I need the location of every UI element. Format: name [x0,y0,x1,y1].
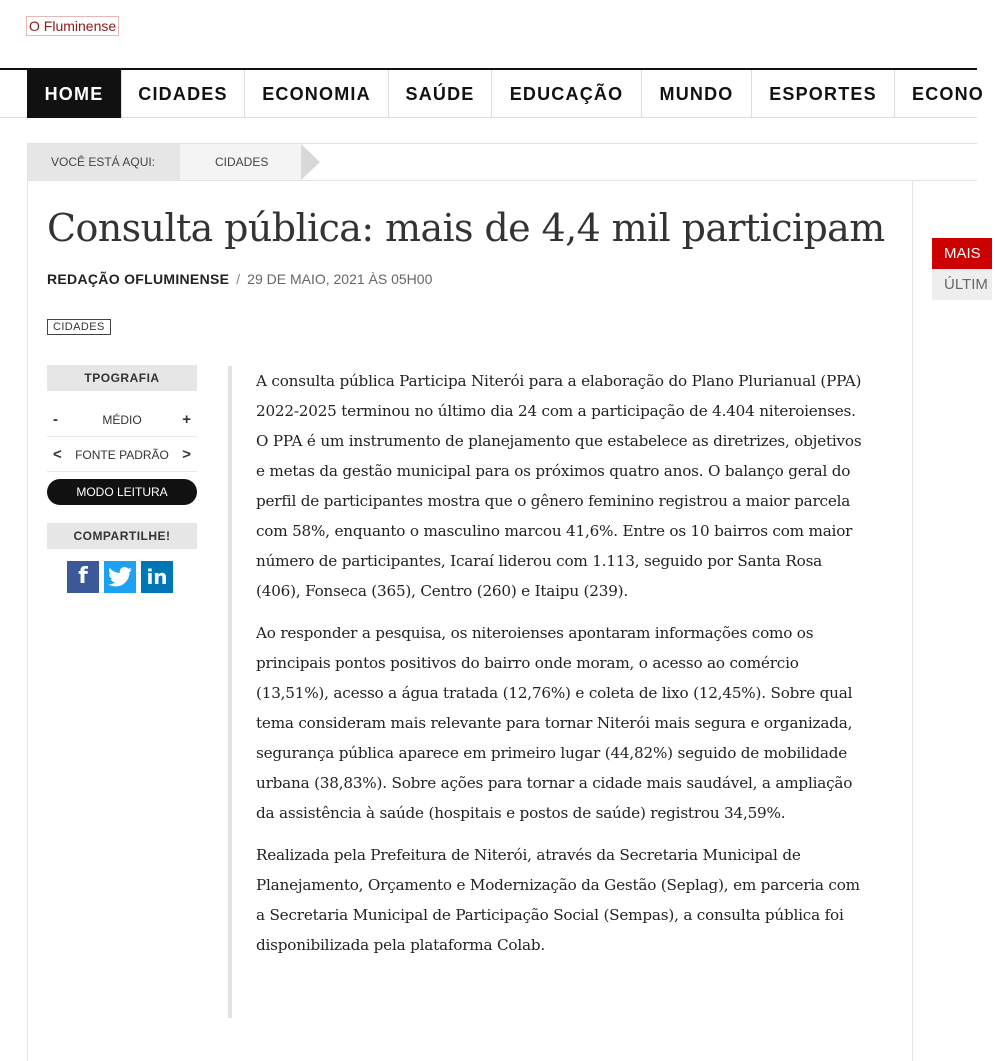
sidebar-tab-most-read[interactable]: MAIS [932,238,992,269]
breadcrumb [27,143,977,181]
nav-cidades[interactable]: CIDADES [122,70,245,118]
article-tag[interactable]: CIDADES [47,319,111,335]
breadcrumb-prefix: VOCÊ ESTÁ AQUI: [28,144,180,180]
font-family-control [47,438,197,472]
decrease-size-button[interactable]: - [53,411,58,428]
article-paragraph: Realizada pela Prefeitura de Niterói, através da Secretaria Municipal de Planejamento, Orçamento e Modernização da Gestão (Seplag), em parceria com a Secretaria Municipal de Participação Social (Sempas), a consulta pública foi disponibilizada pela plataforma Colab. [256,846,860,954]
font-size-control [47,403,197,437]
nav-saude[interactable]: SAÚDE [389,70,492,118]
chevron-left-icon[interactable]: < [53,446,62,463]
breadcrumb-current[interactable]: CIDADES [180,144,300,180]
font-size-label: MÉDIO [102,413,142,427]
article-date: 29 DE MAIO, 2021 ÀS 05H00 [247,271,433,287]
content-border [228,366,232,1018]
font-family-label: FONTE PADRÃO [75,448,169,462]
nav-economia-2[interactable]: ECONO [912,84,985,104]
chevron-right-icon[interactable]: > [182,446,191,463]
article-paragraph: Ao responder a pesquisa, os niteroienses apontaram informações como os principais pontos positivos do bairro onde moram, o acesso ao comércio (13,51%), acesso a água tratada (12,76%) e coleta de lixo (12,45%). Sobre qual tema consideram mais relevante para tornar Niterói mais segura e organizada, segurança pública aparece em primeiro lugar (44,82%) seguido de mobilidade urbana (38,83%). Sobre ações para tornar a cidade mais saudável, a ampliação da assistência à saúde (hospitais e postos de saúde) registrou 34,59%. [256,624,853,822]
nav-economia[interactable]: ECONOMIA [245,70,389,118]
nav-mundo[interactable]: MUNDO [642,70,752,118]
nav-educacao[interactable]: EDUCAÇÃO [492,70,642,118]
article-meta [47,271,432,287]
share-header: COMPARTILHE! [47,523,197,549]
site-logo[interactable]: O Fluminense [26,16,119,36]
sidebar-tab-latest[interactable]: ÚLTIM [932,269,992,300]
article-title: Consulta pública: mais de 4,4 mil participam [47,206,885,250]
meta-separator: / [236,271,241,287]
increase-size-button[interactable]: + [182,411,191,428]
article-author[interactable]: REDAÇÃO OFLUMINENSE [47,271,230,287]
main-nav [0,68,985,118]
nav-home[interactable]: HOME [27,70,122,118]
article-body [256,366,868,972]
breadcrumb-separator-end [301,144,320,180]
typography-header: TPOGRAFIA [47,365,197,391]
nav-esportes[interactable]: ESPORTES [752,70,895,118]
article-paragraph: A consulta pública Participa Niterói para a elaboração do Plano Plurianual (PPA) 2022-2025 terminou no último dia 24 com a participação de 4.404 niteroienses. O PPA é um instrumento de planejamento que estabelece as diretrizes, objetivos e metas da gestão municipal para os próximos quatro anos. O balanço geral do perfil de participantes mostra que o gênero feminino registrou a maior parcela com 58%, enquanto o masculino marcou 41,6%. Entre os 10 bairros com maior número de participantes, Icaraí liderou com 1.113, seguido por Santa Rosa (406), Fonseca (365), Centro (260) e Itaipu (239). [256,372,862,600]
reader-mode-button[interactable]: MODO LEITURA [47,479,197,505]
facebook-icon[interactable]: f [67,561,99,593]
twitter-icon[interactable] [104,561,136,593]
linkedin-icon[interactable]: in [141,561,173,593]
